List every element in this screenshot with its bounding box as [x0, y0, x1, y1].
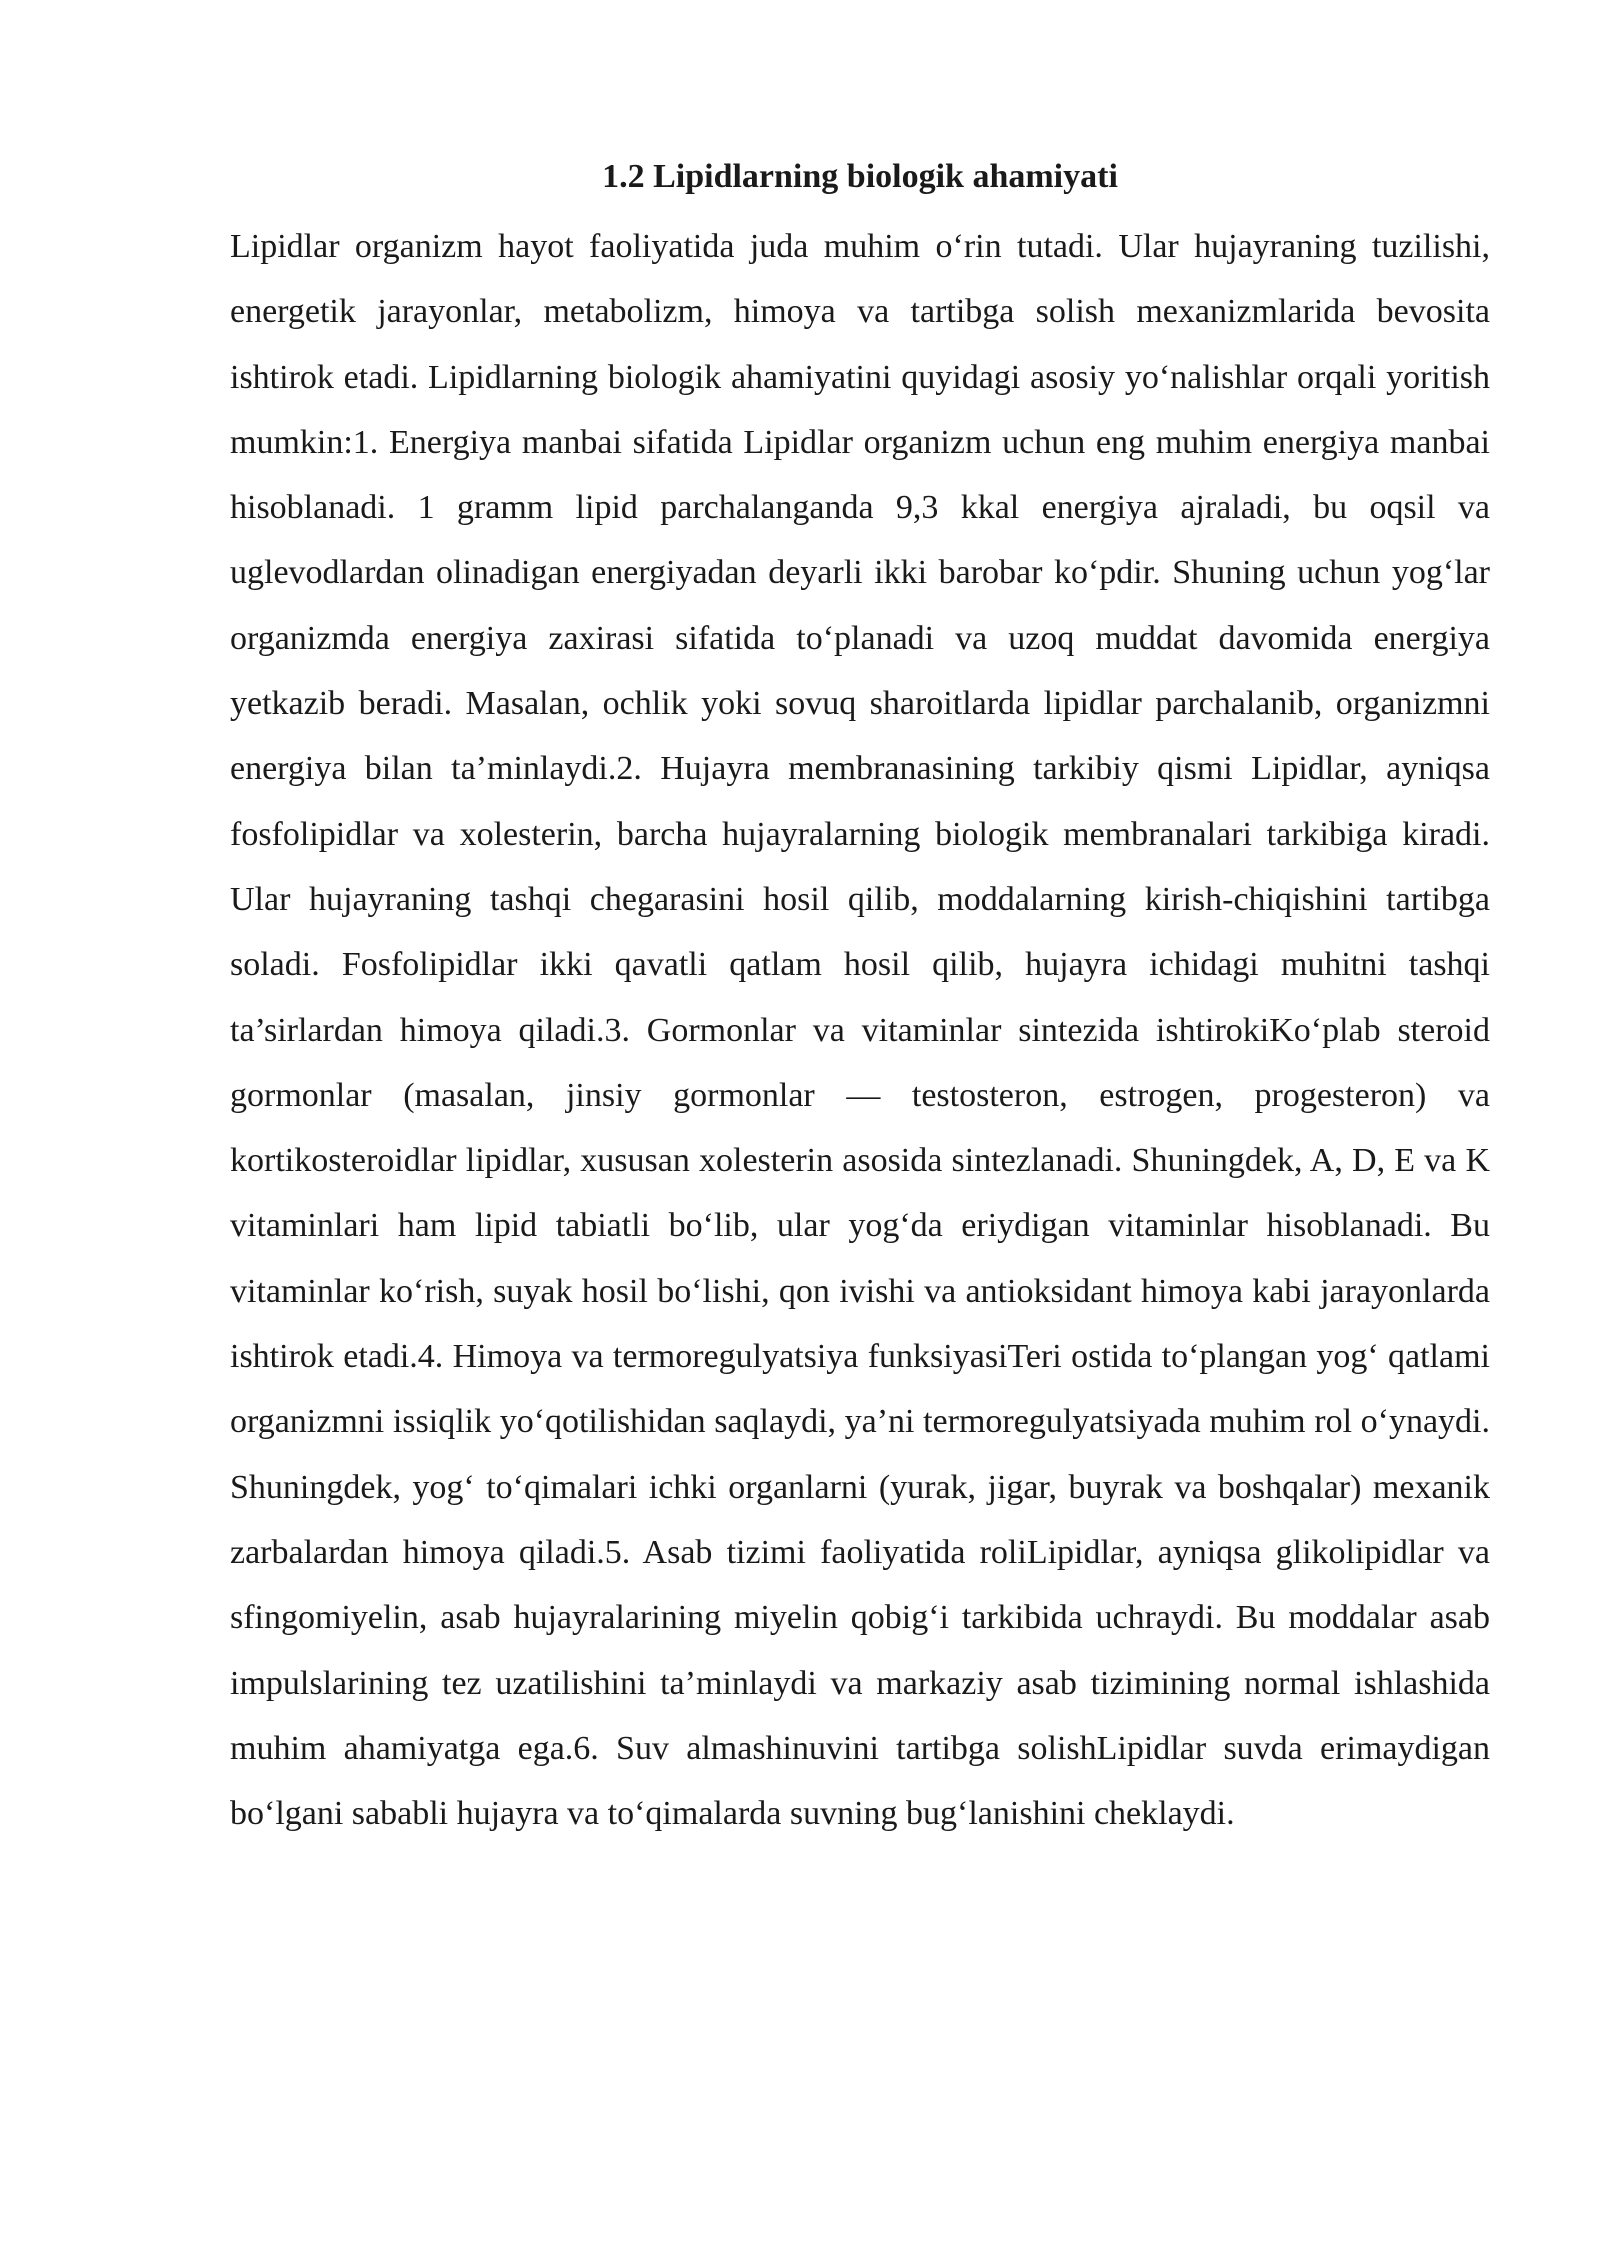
section-heading: 1.2 Lipidlarning biologik ahamiyati — [602, 158, 1118, 195]
body-paragraph: Lipidlar organizm hayot faoliyatida juda muhim o‘rin tutadi. Ular hujayraning tuzilishi, energetik jarayonlar, metabolizm, himoya va tartibga solish mexanizmlarida bevosita ishtirok etadi. Lipidlarning biologik ahamiyatini quyidagi asosiy yo‘nalishlar orqali yoritish mumkin:1. Energiya manbai sifatida Lipidlar organizm uchun eng muhim energiya manbai hisoblanadi. 1 gramm lipid parchalanganda 9,3 kkal energiya ajraladi, bu oqsil va uglevodlardan olinadigan energiyadan deyarli ikki barobar ko‘pdir. Shuning uchun yog‘lar organizmda energiya zaxirasi sifatida to‘planadi va uzoq muddat davomida energiya yetkazib beradi. Masalan, ochlik yoki sovuq sharoitlarda lipidlar parchalanib, organizmni energiya bilan ta’minlaydi.2. Hujayra membranasining tarkibiy qismi Lipidlar, ayniqsa fosfolipidlar va xolesterin, barcha hujayralarning biologik membranalari tarkibiga kiradi. Ular hujayraning tashqi chegarasini hosil qilib, moddalarning kirish-chiqishini tartibga soladi. Fosfolipidlar ikki qavatli qatlam hosil qilib, hujayra ichidagi muhitni tashqi ta’sirlardan himoya qiladi.3. Gormonlar va vitaminlar sintezida ishtirokiKo‘plab steroid gormonlar (masalan, jinsiy gormonlar — testosteron, estrogen, progesteron) va kortikosteroidlar lipidlar, xususan xolesterin asosida sintezlanadi. Shuningdek, A, D, E va K vitaminlari ham lipid tabiatli bo‘lib, ular yog‘da eriydigan vitaminlar hisoblanadi. Bu vitaminlar ko‘rish, suyak hosil bo‘lishi, qon ivishi va antioksidant himoya kabi jarayonlarda ishtirok etadi.4. Himoya va termoregulyatsiya funksiyasiTeri ostida to‘plangan yog‘ qatlami organizmni issiqlik yo‘qotilishidan saqlaydi, ya’ni termoregulyatsiyada muhim rol o‘ynaydi. Shuningdek, yog‘ to‘qimalari ichki organlarni (yurak, jigar, buyrak va boshqalar) mexanik zarbalardan himoya qiladi.5. Asab tizimi faoliyatida roliLipidlar, ayniqsa glikolipidlar va sfingomiyelin, asab hujayralarining miyelin qobig‘i tarkibida uchraydi. Bu moddalar asab impulslarining tez uzatilishini ta’minlaydi va markaziy asab tizimining normal ishlashida muhim ahamiyatga ega.6. Suv almashinuvini tartibga solishLipidlar suvda erimaydigan bo‘lgani sababli hujayra va to‘qimalarda suvning bug‘lanishini cheklaydi. — [230, 228, 1490, 1833]
page-content — [230, 150, 1490, 1846]
